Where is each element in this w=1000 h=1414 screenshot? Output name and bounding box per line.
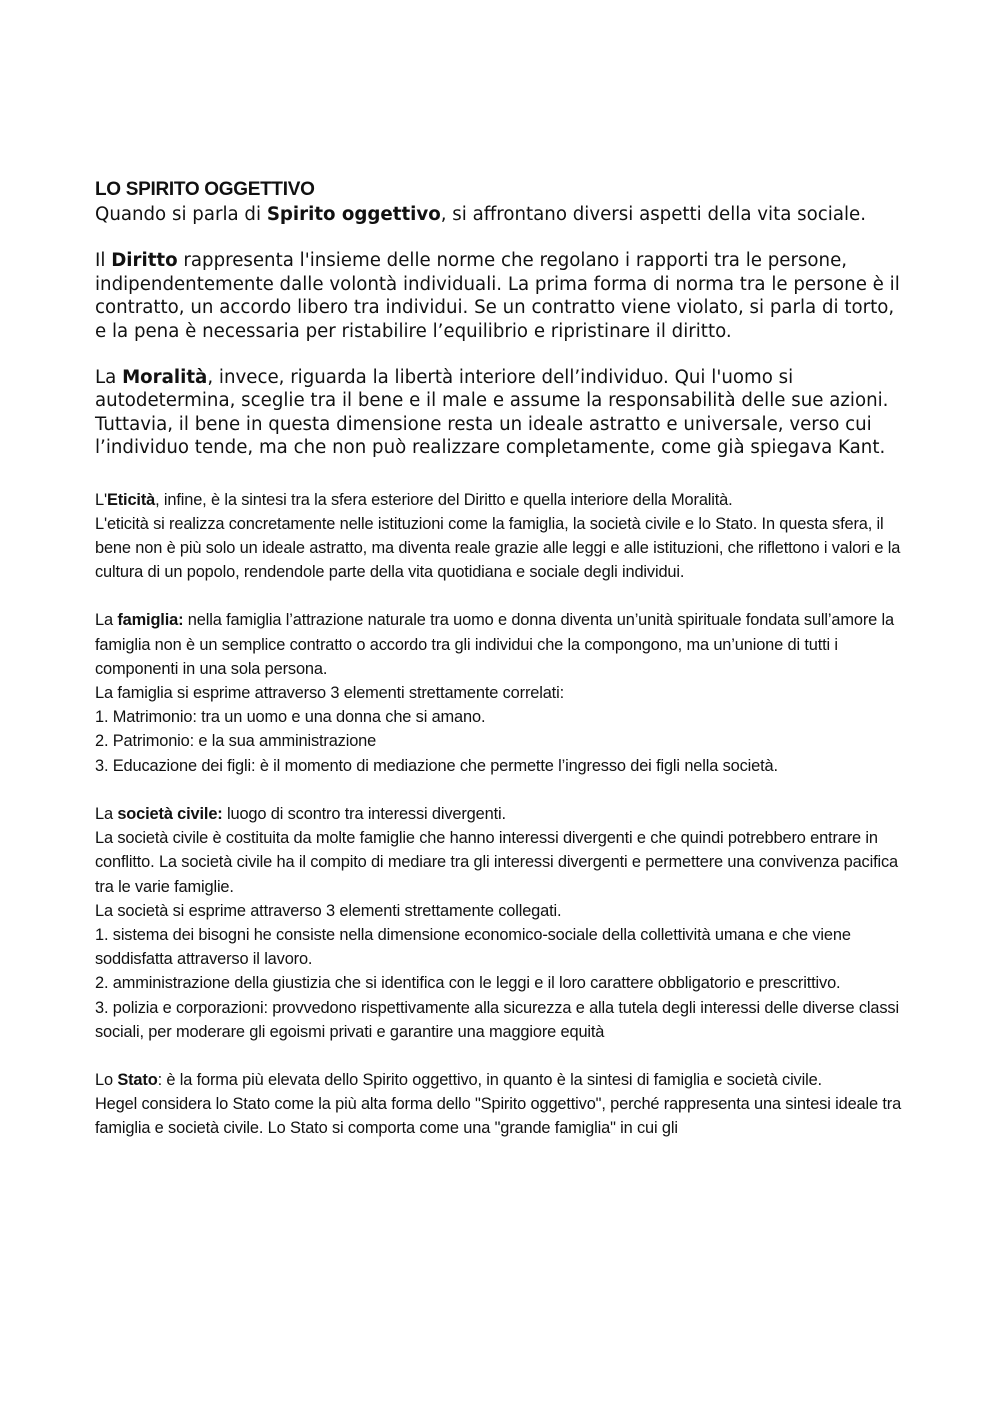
societa-list-item: 1. sistema dei bisogni he consiste nella dimensione economico-sociale della collettività umana e che viene soddisfatta attraverso il lavoro. bbox=[95, 925, 851, 969]
diritto-text: Il bbox=[95, 250, 112, 272]
societa-list-item: 2. amministrazione della giustizia che si identifica con le leggi e il loro carattere obbligatorio e prescrittivo. bbox=[95, 974, 841, 993]
document-title: LO SPIRITO OGGETTIVO bbox=[95, 179, 315, 200]
diritto-paragraph bbox=[95, 249, 910, 343]
societa-text: La bbox=[95, 804, 118, 823]
famiglia-term: famiglia: bbox=[117, 611, 184, 630]
famiglia-text-rest: nella famiglia l’attrazione naturale tra uomo e donna diventa un’unità spirituale fondata sull’amore la famiglia non è un semplice contratto o accordo tra gli individui che la compongono, ma un’unione di tutti i componenti in una sola persona. bbox=[95, 611, 894, 678]
diritto-term: Diritto bbox=[111, 250, 178, 272]
famiglia-list-item: 3. Educazione dei figli: è il momento di mediazione che permette l’ingresso dei figli nella società. bbox=[95, 756, 778, 775]
societa-body: La società civile è costituita da molte famiglie che hanno interessi divergenti e che quindi potrebbero entrare in conflitto. La società civile ha il compito di mediare tra gli interessi divergenti e permettere una convivenza pacifica tra le varie famiglie. bbox=[95, 829, 899, 896]
famiglia-list-item: 2. Patrimonio: e la sua amministrazione bbox=[95, 732, 377, 751]
eticita-text: L' bbox=[95, 490, 107, 509]
societa-text-rest: luogo di scontro tra interessi divergenti. bbox=[222, 804, 506, 823]
societa-heading bbox=[95, 802, 910, 826]
moralita-text: La bbox=[95, 367, 123, 389]
document-page bbox=[95, 179, 910, 1141]
stato-term: Stato bbox=[117, 1070, 158, 1089]
stato-heading bbox=[95, 1068, 910, 1092]
eticita-text-rest: , infine, è la sintesi tra la sfera esteriore del Diritto e quella interiore della Moralità. bbox=[155, 490, 733, 509]
famiglia-heading bbox=[95, 608, 910, 681]
moralita-paragraph bbox=[95, 366, 910, 460]
moralita-text-rest: , invece, riguarda la libertà interiore dell’individuo. Qui l'uomo si autodetermina, sceglie tra il bene e il male e assume la responsabilità delle sue azioni. Tuttavia, il bene in questa dimensione resta un ideale astratto e universale, verso cui l’individuo tende, ma che non può realizzare completamente, come già spiegava Kant. bbox=[95, 367, 889, 459]
eticita-body: L'eticità si realizza concretamente nelle istituzioni come la famiglia, la società civile e lo Stato. In questa sfera, il bene non è più solo un ideale astratto, ma diventa reale grazie alle leggi e alle istituzioni, che riflettono i valori e la cultura di un popolo, rendendole parte della vita quotidiana e sociale degli individui. bbox=[95, 514, 901, 582]
eticita-heading bbox=[95, 488, 910, 512]
intro-text-rest: , si affrontano diversi aspetti della vita sociale. bbox=[440, 204, 866, 225]
famiglia-text: La bbox=[95, 611, 118, 630]
societa-term: società civile: bbox=[117, 804, 223, 823]
eticita-term: Eticità bbox=[106, 490, 156, 509]
diritto-text-rest: rappresenta l'insieme delle norme che regolano i rapporti tra le persone, indipendentemente dalle volontà individuali. La prima forma di norma tra le persone è il contratto, un accordo libero tra individui. Se un contratto viene violato, si parla di torto, e la pena è necessaria per ristabilire l’equilibrio e ripristinare il diritto. bbox=[95, 250, 900, 342]
stato-text-rest: : è la forma più elevata dello Spirito oggettivo, in quanto è la sintesi di famiglia e società civile. bbox=[157, 1070, 822, 1089]
moralita-term: Moralità bbox=[122, 367, 208, 389]
stato-body: Hegel considera lo Stato come la più alta forma dello "Spirito oggettivo", perché rappresenta una sintesi ideale tra famiglia e società civile. Lo Stato si comporta come una "grande famiglia" in cui gli bbox=[95, 1095, 902, 1138]
intro-paragraph bbox=[95, 203, 910, 226]
societa-list-intro: La società si esprime attraverso 3 elementi strettamente collegati. bbox=[95, 901, 562, 920]
intro-term: Spirito oggettivo bbox=[266, 204, 441, 225]
intro-text: Quando si parla di bbox=[95, 204, 267, 225]
societa-list-item: 3. polizia e corporazioni: provvedono rispettivamente alla sicurezza e alla tutela degli interessi delle diverse classi sociali, per moderare gli egoismi privati e garantire una maggiore equità bbox=[95, 998, 899, 1041]
famiglia-list-intro: La famiglia si esprime attraverso 3 elementi strettamente correlati: bbox=[95, 684, 564, 703]
famiglia-list-item: 1. Matrimonio: tra un uomo e una donna che si amano. bbox=[95, 708, 486, 727]
stato-text: Lo bbox=[95, 1070, 118, 1089]
